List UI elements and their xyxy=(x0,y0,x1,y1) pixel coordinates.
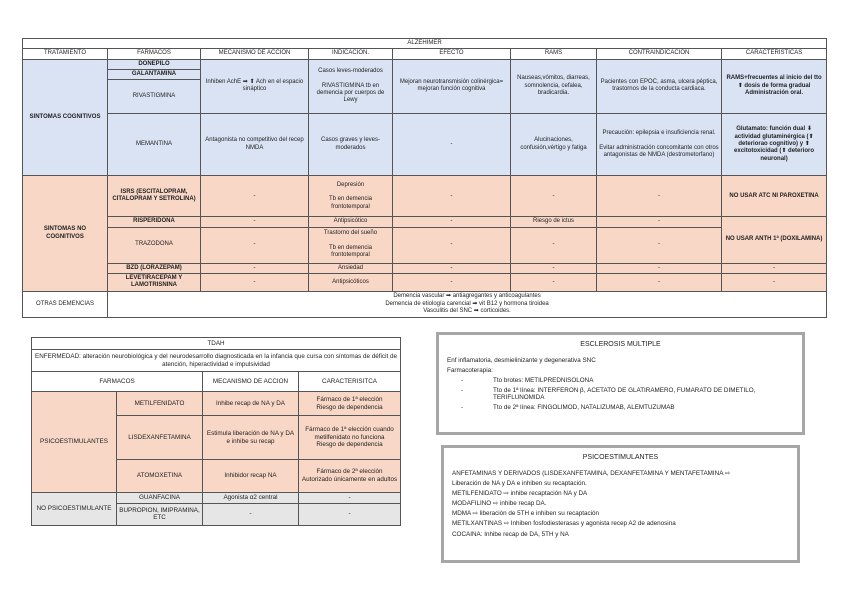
otras-line: Demencia de etiología carencial ➡ vit B12 y hormona tiroidea xyxy=(385,300,549,307)
tdah-table xyxy=(31,337,401,526)
bullet-dash: - xyxy=(461,403,464,411)
otras-line: Vasculitis del SNC ➡ corticoides. xyxy=(423,308,511,315)
contra-memantina: Precaución: epilepsia e insuficiencia renal. Evitar administración concomitante con otros antagonistas de NMDA (destrometorfano) xyxy=(597,114,722,176)
drug-rivastigmina: RIVASTIGMINA xyxy=(108,80,201,114)
esclerosis-title: ESCLEROSIS MULTIPLE xyxy=(580,341,661,348)
indicacion-bzd: Ansiedad xyxy=(309,263,393,273)
tdah-caract-atomoxetina: Fármaco de 2ª elección Autorizado únicamente en adultos xyxy=(299,460,401,493)
contra-bzd: - xyxy=(597,263,722,273)
rams-risperidona: Riesgo de ictus xyxy=(511,217,597,227)
efecto-risperidona: - xyxy=(393,217,511,227)
caract-ache: RAMS+frecuentes al inicio del tto ⬆ dosis de forma gradual Administración oral. xyxy=(722,59,827,114)
psico-line: Liberación de NA y DA e inhiben su recaptación. xyxy=(452,479,587,487)
alz-header-contraindicacion: CONTRAINDICACION xyxy=(597,49,722,59)
tdah-drug-metilfenidato: METILFENIDATO xyxy=(117,392,203,416)
list-item xyxy=(461,387,794,402)
bullet-text: Tto de 2ª línea: FINGOLIMOD, NATALIZUMAB, ALEMTUZUMAB xyxy=(493,403,675,411)
tdah-caract-metilfenidato: Fármaco de 1ª elección Riesgo de dependencia xyxy=(299,392,401,416)
rams-levetiracepam: - xyxy=(511,273,597,291)
tdah-drug-guanfacina: GUANFACINA xyxy=(117,493,203,504)
indicacion-trazodona: Trastorno del sueño Tb en demencia frontotemporal xyxy=(309,227,393,263)
tdah-mecanismo-guanfacina: Agonista α2 central xyxy=(203,493,299,504)
contra-ache: Pacientes con EPOC, asma, ulcera péptica, trastornos de la conducta cardiaca. xyxy=(597,59,722,114)
contra-isrs: - xyxy=(597,176,722,217)
list-item xyxy=(461,404,794,412)
mecanismo-risperidona: - xyxy=(201,217,309,227)
no-psicoestimulante-label: NO PSICOESTIMULANTE xyxy=(32,493,117,526)
drug-bzd: BZD (LORAZEPAM) xyxy=(108,263,201,273)
mecanismo-ache: Inhiben AchE ➡ ⬆ Ach en el espacio sináptico xyxy=(201,59,309,114)
mecanismo-trazodona: - xyxy=(201,227,309,263)
esclerosis-intro: Enf inflamatoria, desmielinizante y degenerativa SNC xyxy=(447,356,596,364)
tdah-drug-lisdexanfetamina: LISDEXANFETAMINA xyxy=(117,416,203,460)
list-item xyxy=(461,377,794,385)
bullet-text: Tto brotes: METILPREDNISOLONA xyxy=(493,376,594,384)
indicacion-memantina: Casos graves y leves-moderados xyxy=(309,114,393,176)
tdah-caract-lisdexanfetamina: Fármaco de 1ª elección cuando metilfenidato no funciona Riesgo de dependencia xyxy=(299,416,401,460)
alz-header-mecanismo: MECANISMO DE ACCIÓN xyxy=(201,49,309,59)
drug-levetiracepam: LEVETIRACEPAM Y LAMOTRISNINA xyxy=(108,273,201,291)
caract-risperidona-trazodona: NO USAR ANTH 1ª (DOXILAMINA) xyxy=(722,217,827,263)
otras-demencias-label: OTRAS DEMENCIAS xyxy=(23,291,108,317)
mecanismo-levetiracepam: - xyxy=(201,273,309,291)
indicacion-levetiracepam: Antipsicóticos xyxy=(309,273,393,291)
bullet-text: Tto de 1ª línea: INTERFERON β, ACETATO DE GLATIRAMERO, FUMARATO DE DIMETILO, TERIFLUNOMIDA xyxy=(493,386,756,402)
esclerosis-box xyxy=(436,332,805,435)
mecanismo-isrs: - xyxy=(201,176,309,217)
tdah-drug-atomoxetina: ATOMOXETINA xyxy=(117,460,203,493)
alz-header-caracteristicas: CARACTERISTICAS xyxy=(722,49,827,59)
mecanismo-bzd: - xyxy=(201,263,309,273)
caract-bzd: - xyxy=(722,263,827,273)
caract-memantina: Glutamato: función dual ⬇ actividad glutaminérgica (⬆ deteriorao cognitivo) y ⬆ excitotoxicidad (⬆ deterioro neuronal) xyxy=(722,114,827,176)
psico-line: METILXANTINAS ⇨ Inhiben fosfodiesterasas y agonista recep A2 de adenosina xyxy=(452,520,676,528)
tdah-caract-guanfacina: - xyxy=(299,493,401,504)
indicacion-risperidona: Antipsicótico xyxy=(309,217,393,227)
alzheimer-table xyxy=(22,38,827,318)
tdah-mecanismo-atomoxetina: Inhibidor recap NA xyxy=(203,460,299,493)
psicoestimulantes-label: PSICOESTIMULANTES xyxy=(32,392,117,493)
rams-isrs: - xyxy=(511,176,597,217)
otras-line: Demencia vascular ➡ antiagregantes y anticoagulantes xyxy=(393,293,541,300)
rams-bzd: - xyxy=(511,263,597,273)
drug-trazodona: TRAZODONA xyxy=(108,227,201,263)
alz-header-farmacos: FARMACOS xyxy=(108,49,201,59)
efecto-ache: Mejoran neurotransmisión colinérgica= mejoran función cognitiva xyxy=(393,59,511,114)
efecto-bzd: - xyxy=(393,263,511,273)
bullet-dash: - xyxy=(461,386,464,394)
psico-line: MODAFILINO ⇨ inhibe recap DA. xyxy=(452,500,547,508)
alz-header-rams: RAMS xyxy=(511,49,597,59)
esclerosis-intro: Farmacoterapia: xyxy=(447,366,493,374)
alz-header-efecto: EFECTO xyxy=(393,49,511,59)
drug-isrs: ISRS (ESCITALOPRAM, CITALOPRAM Y SETROLINA) xyxy=(108,176,201,217)
otras-demencias-content xyxy=(108,291,827,317)
tdah-caract-bupropion: - xyxy=(299,503,401,525)
rams-ache: Nauseas,vómitos, diarreas, somnolencia, cefalea, bradicardia. xyxy=(511,59,597,114)
efecto-memantina: - xyxy=(393,114,511,176)
sintomas-no-cognitivos-label: SINTOMAS NO COGNITIVOS xyxy=(23,176,108,292)
psico-line: COCAINA: Inhibe recap de DA, 5TH y NA xyxy=(452,530,569,538)
contra-risperidona: - xyxy=(597,217,722,227)
bullet-dash: - xyxy=(461,376,464,384)
rams-memantina: Alucinaciones, confusión,vértigo y fatiga xyxy=(511,114,597,176)
drug-donepilo: DONEPILO xyxy=(108,59,201,69)
psico-line: ANFETAMINAS Y DERIVADOS (LISDEXANFETAMINA, DEXANFETAMINA Y MENTAFETAMINA ⇨ xyxy=(452,469,731,477)
alzheimer-title: ALZEHIMER xyxy=(23,39,827,49)
tdah-header-mecanismo: MECANISMO DE ACCION xyxy=(203,372,299,392)
tdah-header-farmacos: FARMACOS xyxy=(32,372,203,392)
tdah-mecanismo-bupropion: - xyxy=(203,503,299,525)
efecto-isrs: - xyxy=(393,176,511,217)
tdah-mecanismo-metilfenidato: Inhibe recap de NA y DA xyxy=(203,392,299,416)
caract-isrs: NO USAR ATC NI PAROXETINA xyxy=(722,176,827,217)
tdah-drug-bupropion: BUPROPION, IMIPRAMINA, ETC xyxy=(117,503,203,525)
mecanismo-memantina: Antagonista no competitivo del recep NMDA xyxy=(201,114,309,176)
drug-galantamina: GALANTAMINA xyxy=(108,69,201,79)
drug-risperidona: RISPERIDONA xyxy=(108,217,201,227)
contra-levetiracepam: - xyxy=(597,273,722,291)
tdah-header-caracteristica: CARACTERISITCA xyxy=(299,372,401,392)
drug-memantina: MEMANTINA xyxy=(108,114,201,176)
indicacion-ache: Casos leves-moderados RIVASTIGMINA tb en demencia por cuerpos de Lewy xyxy=(309,59,393,114)
tdah-enfermedad: ENFERMEDAD: alteración neurobiológica y del neurodesarrollo diagnosticada en la infancia que cursa con síntomas de déficit de atención, hiperactividad e impulsividad xyxy=(32,350,401,372)
psicoestimulantes-title: PSICOESTIMULANTES xyxy=(582,454,659,461)
alz-header-indicacion: INDICACIÓN. xyxy=(309,49,393,59)
caract-levetiracepam: - xyxy=(722,273,827,291)
alz-header-tratamiento: TRATAMIENTO xyxy=(23,49,108,59)
efecto-trazodona: - xyxy=(393,227,511,263)
contra-trazodona: - xyxy=(597,227,722,263)
tdah-title: TDAH xyxy=(32,338,401,350)
psicoestimulantes-box xyxy=(441,445,800,563)
efecto-levetiracepam: - xyxy=(393,273,511,291)
indicacion-isrs: Depresión Tb en demencia frontotemporal xyxy=(309,176,393,217)
psico-line: METILFENIDATO ⇨ inhibe recaptación NA y DA xyxy=(452,489,588,497)
tdah-mecanismo-lisdexanfetamina: Estimula liberación de NA y DA e inhibe su recap xyxy=(203,416,299,460)
psico-line: MDMA ⇨ liberación de 5TH e inhiben su recaptación xyxy=(452,510,600,518)
rams-trazodona: - xyxy=(511,227,597,263)
sintomas-cognitivos-label: SINTOMAS COGNITIVOS xyxy=(23,59,108,176)
